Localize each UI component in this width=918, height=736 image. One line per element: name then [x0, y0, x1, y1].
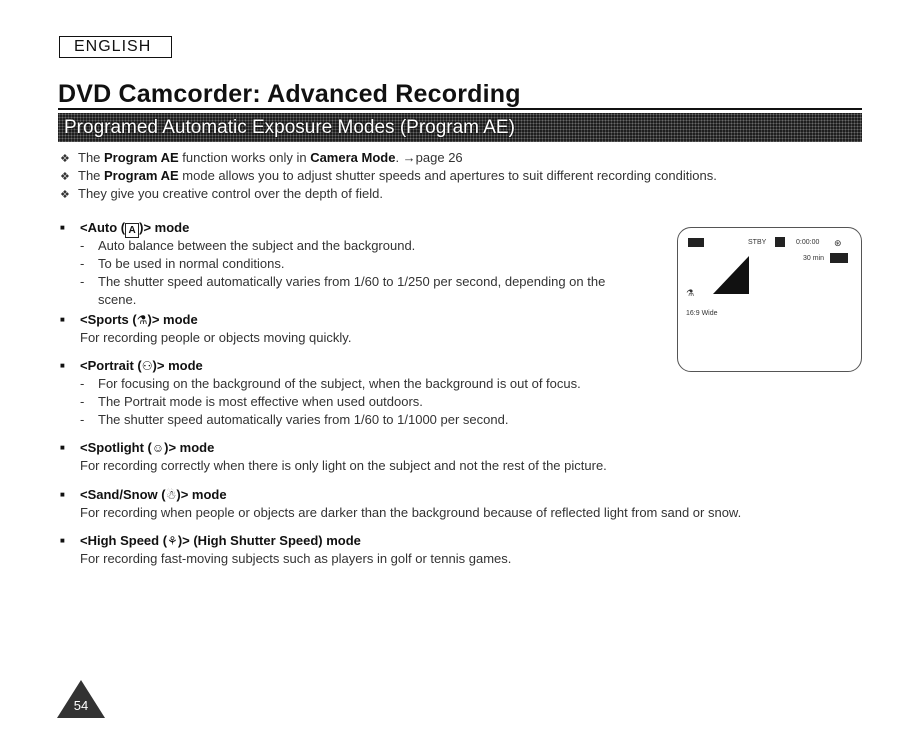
square-bullet-icon: ■ — [60, 361, 65, 370]
diamond-bullet-icon: ❖ — [60, 153, 70, 165]
camera-mode-icon — [688, 238, 704, 247]
spotlight-mode-icon: ☺ — [151, 441, 165, 455]
portrait-mode-icon: ⚇ — [141, 359, 153, 373]
intro-note: ❖ The Program AE function works only in Camera Mode. →page 26 — [60, 149, 860, 167]
mode-sports: ■ <Sports (⚗)> mode For recording people or objects moving quickly. — [60, 312, 352, 345]
mode-high-speed: ■ <High Speed (⚘)> (High Shutter Speed) mode For recording fast-moving subjects such as players in golf or tennis games. — [60, 533, 512, 566]
intro-note: ❖ They give you creative control over the depth of field. — [60, 185, 860, 203]
page-title: DVD Camcorder: Advanced Recording — [58, 80, 521, 108]
square-bullet-icon: ■ — [60, 223, 65, 232]
disc-type-icon — [830, 253, 848, 263]
title-divider — [58, 108, 862, 110]
stabilizer-icon: ⊛ — [834, 238, 842, 248]
section-heading: Programed Automatic Exposure Modes (Program AE) — [58, 113, 862, 142]
mode-spotlight: ■ <Spotlight (☺)> mode For recording correctly when there is only light on the subject and not the rest of the picture. — [60, 440, 607, 473]
sand-snow-mode-icon: ☃ — [165, 488, 177, 502]
square-bullet-icon: ■ — [60, 443, 65, 452]
mode-sand-snow: ■ <Sand/Snow (☃)> mode For recording when people or objects are darker than the background because of reflected light from sand or snow. — [60, 487, 742, 520]
diamond-bullet-icon: ❖ — [60, 189, 70, 201]
language-label: ENGLISH — [59, 36, 172, 58]
mode-portrait: ■ <Portrait (⚇)> mode - For focusing on the background of the subject, when the background is out of focus. - The Portrait mode is most effective when used outdoors. - The shutter speed automatically varies from 1/60 to 1/1000 per second. — [60, 358, 581, 427]
high-speed-mode-icon: ⚘ — [167, 534, 178, 548]
aspect-indicator: 16:9 Wide — [686, 310, 718, 317]
intro-notes — [60, 149, 860, 203]
page-number: 54 — [73, 698, 89, 713]
intro-note: ❖ The Program AE mode allows you to adjust shutter speeds and apertures to suit different recording conditions. — [60, 167, 860, 185]
square-bullet-icon: ■ — [60, 315, 65, 324]
time-counter: 0:00:00 — [796, 239, 820, 246]
remaining-time: 30 min — [803, 255, 825, 262]
square-bullet-icon: ■ — [60, 536, 65, 545]
stby-status: STBY — [748, 239, 767, 246]
pointer-wedge-icon — [713, 256, 749, 294]
sports-mode-icon: ⚗ — [136, 313, 148, 327]
auto-mode-icon: A — [125, 223, 139, 238]
sports-mode-lcd-icon: ⚗ — [686, 288, 695, 298]
mode-auto: ■ <Auto ( A )> mode - Auto balance between the subject and the background. - To be used in normal conditions. - The shutter speed automatically varies from 1/60 to 1/250 per second, depending on the scene. — [60, 220, 606, 307]
disc-icon — [775, 237, 785, 247]
square-bullet-icon: ■ — [60, 490, 65, 499]
lcd-screen-illustration — [677, 227, 862, 372]
diamond-bullet-icon: ❖ — [60, 171, 70, 183]
